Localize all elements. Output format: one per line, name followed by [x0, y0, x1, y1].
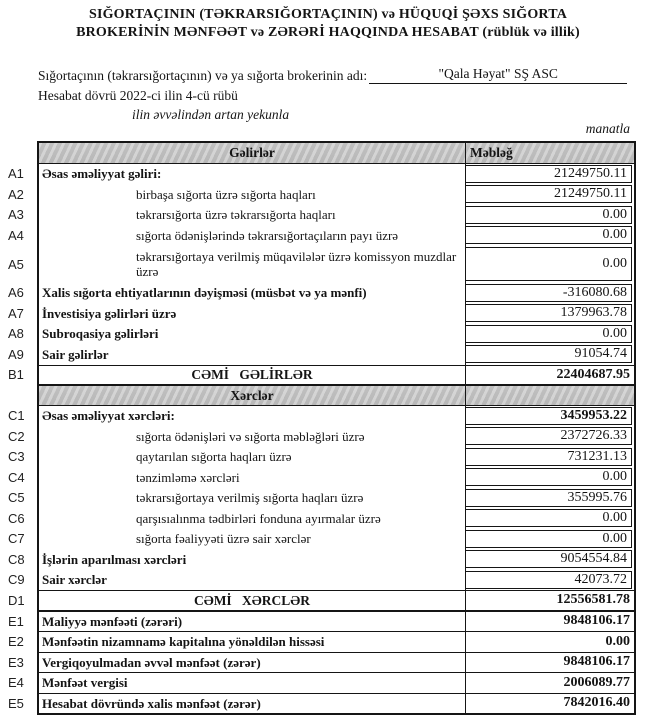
amount-header-label: Məbləğ [470, 144, 513, 160]
cumulative-note: ilin əvvəlindən artan yekunla [132, 107, 290, 122]
row-label-cell [39, 184, 466, 205]
row-label: tənzimləmə xərcləri [136, 469, 240, 485]
row-label-cell [39, 591, 466, 610]
row-value: 0.00 [466, 206, 632, 224]
table-row-B1 [8, 365, 634, 386]
row-label-cell [39, 283, 466, 304]
row-label-cell [39, 246, 466, 283]
row-label-cell [39, 406, 466, 427]
row-code: E4 [8, 675, 24, 691]
row-label-cell [39, 344, 466, 365]
row-value: 0.00 [605, 633, 630, 649]
row-label-cell [39, 529, 466, 550]
row-code: C5 [8, 490, 25, 506]
row-value: 1379963.78 [466, 304, 632, 322]
row-label: Əsas əməliyyat xərcləri: [42, 408, 175, 423]
row-label: Əsas əməliyyat gəliri: [42, 166, 162, 181]
row-value: 3459953.22 [466, 407, 632, 425]
row-label: qaytarılan sığorta haqları üzrə [136, 449, 292, 464]
row-label-cell [39, 225, 466, 246]
row-label: Sair gəlirlər [42, 346, 109, 362]
row-label: təkrarsığortaya verilmiş müqavilələr üzrə komissyon muzdlar üzrə [136, 248, 457, 279]
row-label: birbaşa sığorta üzrə sığorta haqları [136, 186, 316, 202]
amount-header-cell [466, 143, 634, 163]
row-code [8, 386, 35, 405]
table-row-E1 [8, 611, 634, 632]
row-label: Subroqasiya gəlirləri [42, 326, 159, 341]
row-value: 9054554.84 [466, 550, 632, 568]
row-label-cell [39, 612, 466, 632]
table-row-C2 [8, 426, 634, 447]
row-code: C2 [8, 428, 25, 444]
row-value: 22404687.95 [556, 366, 630, 382]
table-row-A4 [8, 225, 634, 246]
row-value: 731231.13 [466, 448, 632, 466]
row-label: Mənfəətin nizamnamə kapitalına yönəldilən hissəsi [42, 634, 325, 649]
row-label-cell [39, 549, 466, 570]
table-header-row [39, 143, 634, 164]
table-row-C8 [8, 549, 634, 570]
row-label: sığorta fəaliyyəti üzrə sair xərclər [136, 531, 311, 546]
row-label: CƏMİ GƏLİRLƏR [191, 367, 313, 382]
row-code: A1 [8, 166, 24, 182]
table-row-C3 [8, 447, 634, 468]
row-label-cell [39, 673, 466, 693]
table-row-A6 [8, 283, 634, 304]
row-label: Hesabat dövründə xalis mənfəət (zərər) [42, 695, 261, 711]
row-value: 0.00 [466, 509, 632, 527]
row-value: 9848106.17 [563, 654, 630, 670]
row-value: 42073.72 [466, 571, 632, 589]
row-code: E3 [8, 654, 24, 670]
row-label-cell [39, 205, 466, 226]
row-value: 0.00 [466, 530, 632, 548]
table-row-C6 [8, 508, 634, 529]
table-row-C1 [8, 406, 634, 427]
row-label: sığorta ödənişlərində təkrarsığortaçıların payı üzrə [136, 227, 399, 243]
table-row-A3 [8, 205, 634, 226]
row-label-cell [39, 303, 466, 324]
table-row-section [39, 385, 634, 406]
row-code: C8 [8, 551, 25, 567]
row-label: İnvestisiya gəlirləri üzrə [42, 305, 177, 321]
row-label-cell [39, 447, 466, 468]
row-label-cell [39, 570, 466, 591]
row-code: E2 [8, 634, 24, 650]
report-title-line2: BROKERİNİN MƏNFƏƏT və ZƏRƏRİ HAQQINDA HESABAT (rüblük və illik) [76, 25, 580, 40]
row-label: təkrarsığortaya verilmiş sığorta haqları üzrə [136, 490, 364, 505]
row-code: C7 [8, 531, 25, 547]
row-label-cell [39, 508, 466, 529]
table-row-C7 [8, 529, 634, 550]
row-code: E5 [8, 695, 24, 711]
table-row-C4 [8, 467, 634, 488]
table-row-E2 [8, 631, 634, 652]
table-row-A7 [8, 303, 634, 324]
table-row-A9 [8, 344, 634, 365]
table-row-A8 [8, 324, 634, 345]
insurer-name-line [38, 66, 627, 84]
report-table [8, 141, 636, 715]
row-label-cell [39, 164, 466, 185]
row-value: 7842016.40 [563, 695, 630, 711]
row-label-cell [39, 386, 466, 405]
table-row-D1 [8, 590, 634, 611]
row-label-cell [39, 426, 466, 447]
row-code: A2 [8, 186, 24, 202]
insurer-name-value: "Qala Həyat" SŞ ASC [369, 66, 627, 84]
row-label-cell [39, 324, 466, 345]
row-label-cell [39, 366, 466, 385]
row-value: 21249750.11 [466, 185, 632, 203]
row-value: 21249750.11 [466, 165, 632, 183]
row-code: A3 [8, 207, 24, 223]
row-label: sığorta ödənişləri və sığorta məbləğləri üzrə [136, 428, 365, 444]
report-title-line1: SIĞORTAÇININ (TƏKRARSIĞORTAÇININ) və HÜQUQİ ŞƏXS SIĞORTA [88, 7, 568, 22]
row-label: İşlərin aparılması xərcləri [42, 551, 187, 567]
row-label: CƏMİ XƏRCLƏR [193, 592, 311, 608]
row-label: Vergiqoyulmadan əvvəl mənfəət (zərər) [42, 654, 261, 670]
row-value: 0.00 [466, 226, 632, 244]
table-row-C5 [8, 488, 634, 509]
row-label: Sair xərclər [42, 572, 107, 587]
row-label-cell [39, 632, 466, 652]
table-row-A5 [8, 246, 634, 283]
row-label-cell [39, 653, 466, 673]
row-code: A4 [8, 227, 24, 243]
currency-note: manatla [585, 121, 630, 136]
row-code: A9 [8, 346, 24, 362]
row-label: təkrarsığorta üzrə təkrarsığorta haqları [136, 207, 336, 222]
row-value: 0.00 [466, 247, 632, 281]
row-label: Mənfəət vergisi [42, 675, 128, 690]
row-label: Xalis sığorta ehtiyatlarının dəyişməsi (müsbət və ya mənfi) [42, 285, 367, 300]
row-code: E1 [8, 613, 24, 629]
insurer-name-label: Sığortaçının (təkrarsığortaçının) və ya sığorta brokerinin adı: [38, 68, 368, 83]
income-header-cell [39, 143, 466, 163]
row-code: C6 [8, 510, 25, 526]
row-label-cell [39, 488, 466, 509]
row-label-cell [39, 694, 466, 714]
income-header-label: Gəlirlər [229, 145, 275, 160]
table-row-E3 [8, 652, 634, 673]
table-row-A1 [8, 164, 634, 185]
row-value: 12556581.78 [556, 592, 630, 608]
row-value [466, 386, 634, 405]
row-label: Xərclər [230, 387, 274, 403]
row-label: Maliyyə mənfəəti (zərəri) [42, 613, 183, 629]
row-code: D1 [8, 592, 25, 608]
row-code: C9 [8, 572, 25, 588]
row-value: 0.00 [466, 468, 632, 486]
row-code: A8 [8, 326, 24, 342]
table-row-A2 [8, 184, 634, 205]
report-period: Hesabat dövrü 2022-ci ilin 4-cü rübü [38, 88, 238, 103]
row-value: 9848106.17 [563, 613, 630, 629]
row-code: A5 [8, 256, 24, 272]
row-value: 91054.74 [466, 345, 632, 363]
row-label-cell [39, 467, 466, 488]
row-value: 2006089.77 [563, 674, 630, 690]
row-code: C3 [8, 449, 25, 465]
report-title [0, 6, 656, 42]
row-code: B1 [8, 367, 24, 383]
table-row-E5 [8, 693, 634, 714]
row-code: C1 [8, 408, 25, 424]
row-value: 0.00 [466, 325, 632, 343]
row-value: -316080.68 [466, 284, 632, 302]
table-row-C9 [8, 570, 634, 591]
row-code: A6 [8, 285, 24, 301]
row-code: A7 [8, 305, 24, 321]
row-value: 2372726.33 [466, 427, 632, 445]
row-code: C4 [8, 469, 25, 485]
row-value: 355995.76 [466, 489, 632, 507]
table-row-E4 [8, 672, 634, 693]
row-label: qarşısıalınma tədbirləri fonduna ayırmalar üzrə [136, 510, 381, 526]
